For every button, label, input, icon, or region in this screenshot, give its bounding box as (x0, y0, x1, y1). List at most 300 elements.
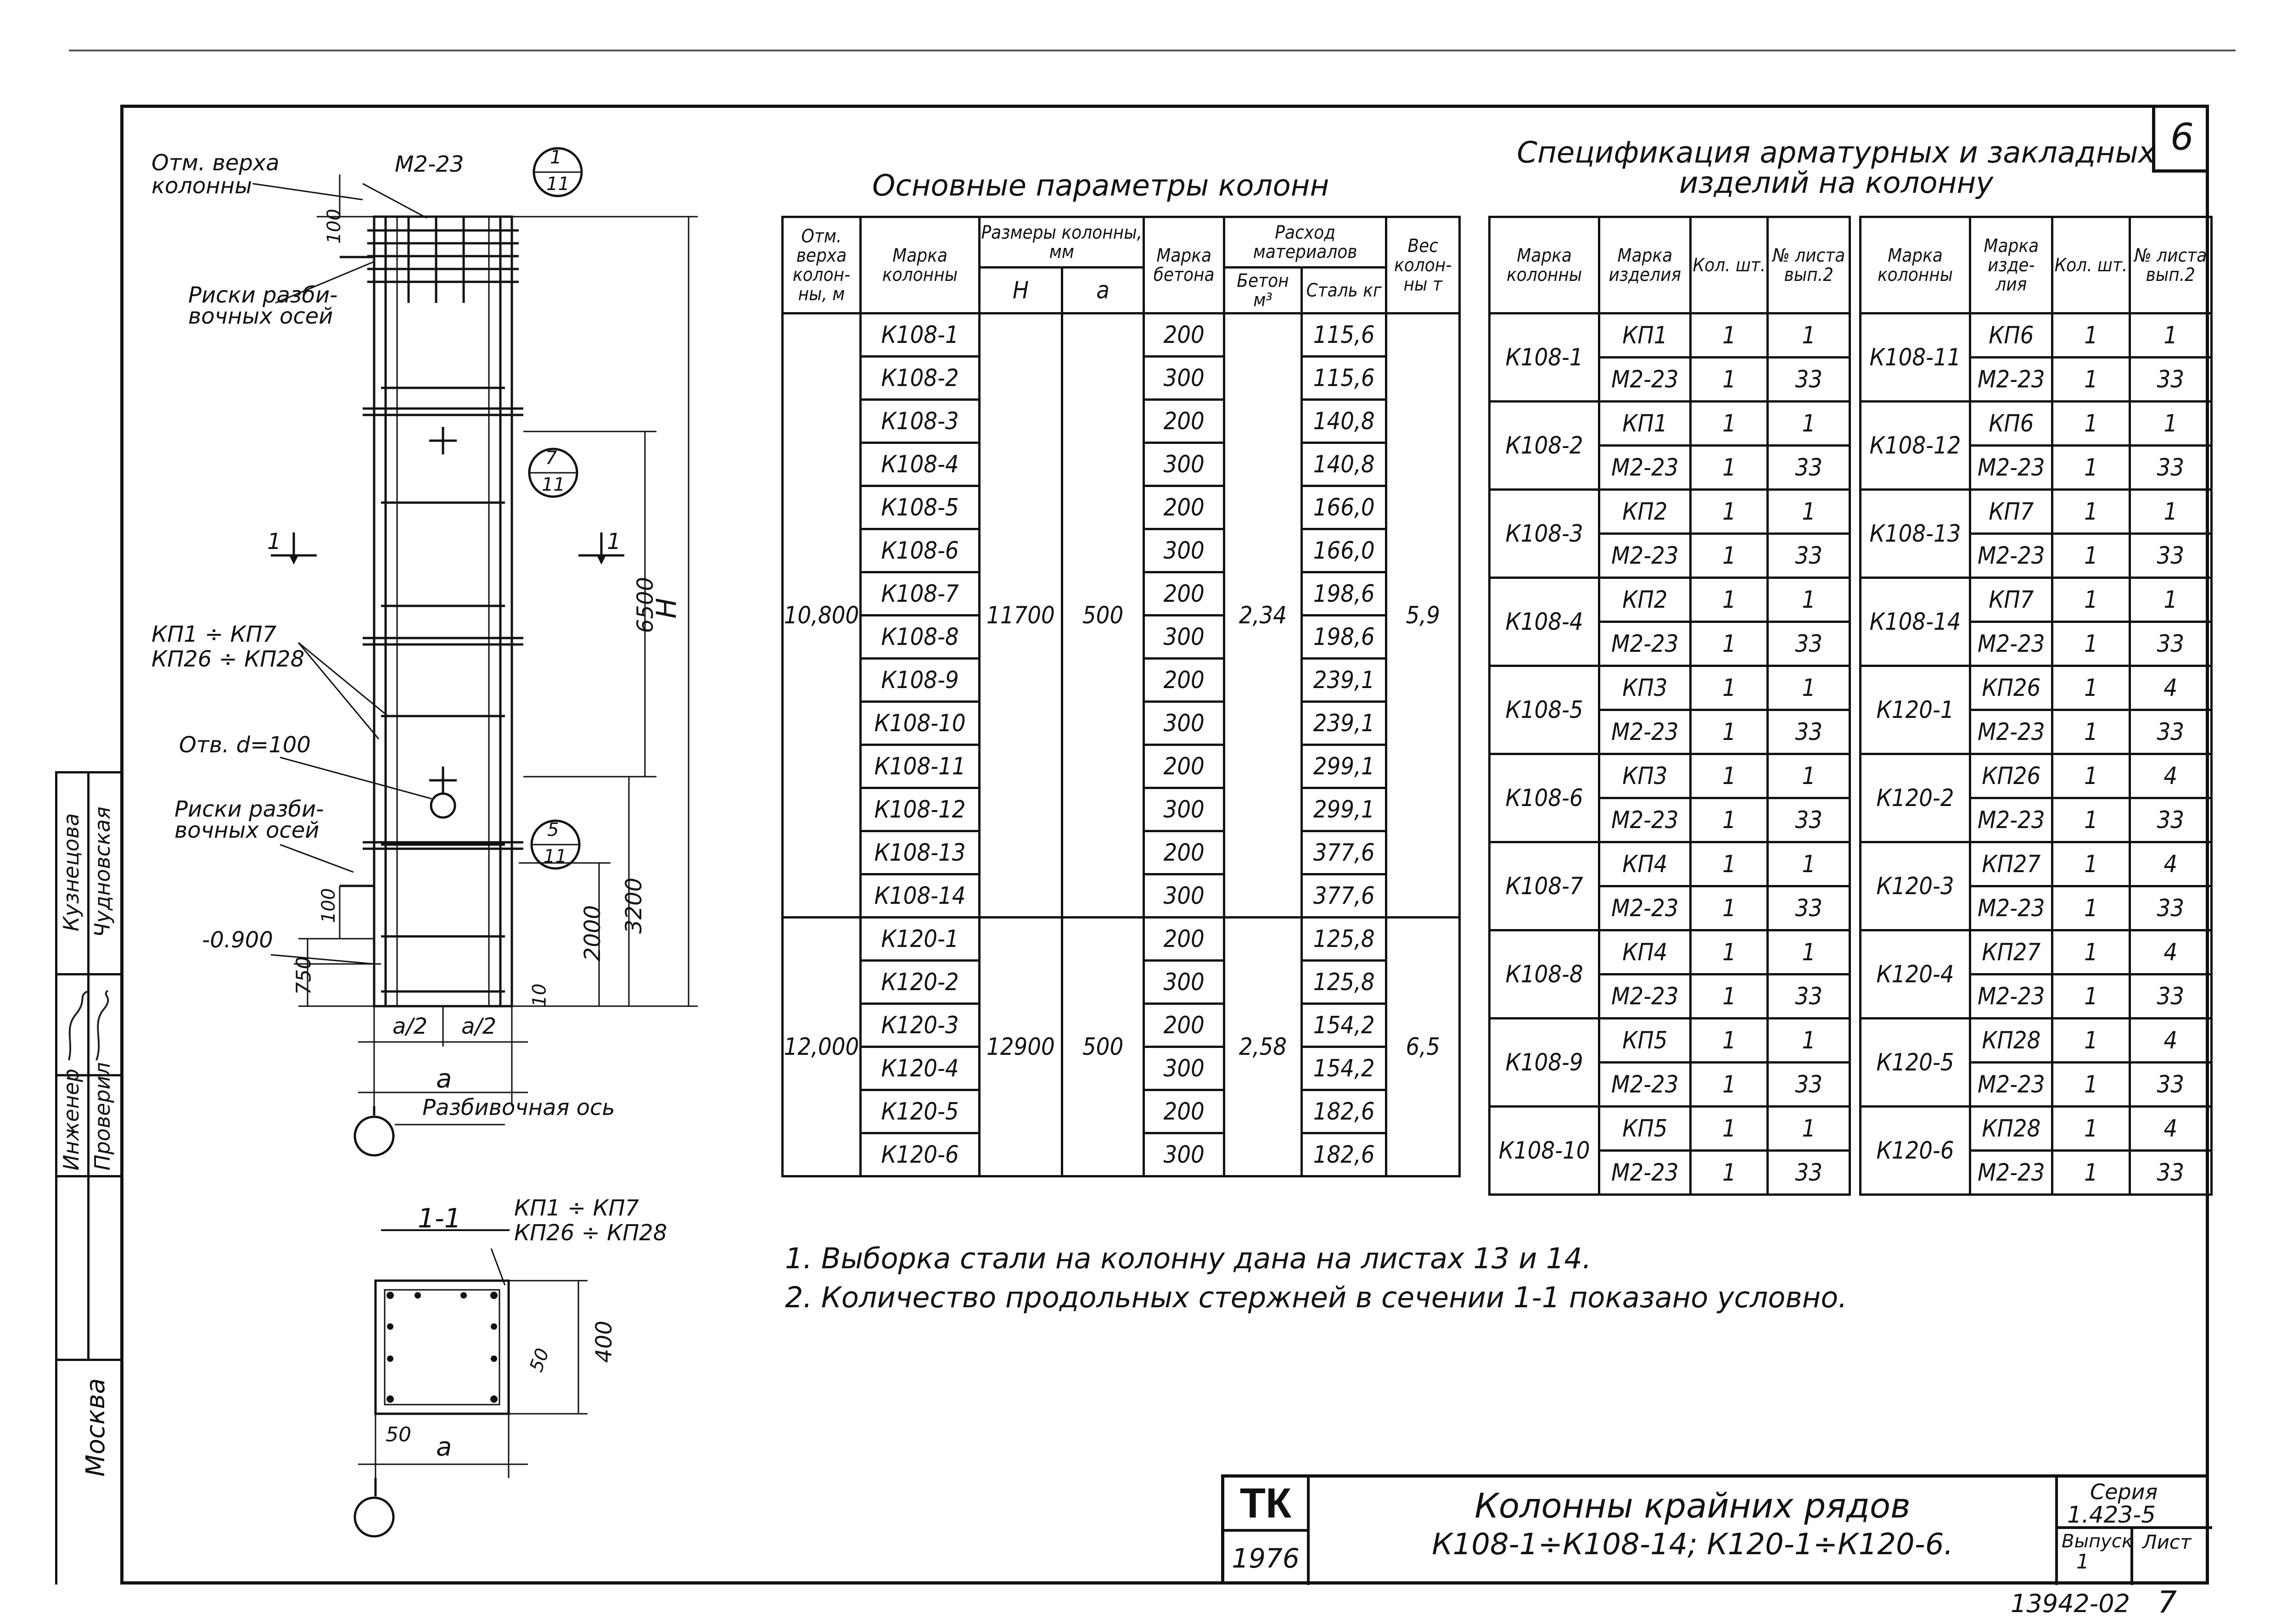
cell-spec-column-mark: К108-10 (1490, 1107, 1599, 1195)
cell-spec-item: КП27 (1970, 930, 2052, 974)
th-elevation: Отм. верха колон- ны, м (783, 217, 861, 314)
cell-spec-qty: 1 (2052, 842, 2130, 886)
archive-number: 13942-02 (2011, 1589, 2130, 1618)
cell-column-mark: К108-11 (860, 745, 979, 788)
cell-concrete-grade: 300 (1144, 357, 1224, 400)
cell-steel: 182,6 (1302, 1090, 1386, 1133)
th-spec-sheet-r: № листа вып.2 (2130, 217, 2211, 314)
th-spec-item-mark: Марка изделия (1599, 217, 1691, 314)
dim-a2-left: a/2 (392, 1014, 428, 1039)
tb-sheet-label: Лист (2142, 1531, 2192, 1553)
spec-row (1490, 666, 1850, 710)
cell-spec-sheet: 33 (1768, 886, 1850, 930)
cell-steel: 125,8 (1302, 918, 1386, 961)
cell-column-mark: К108-10 (860, 702, 979, 745)
dim-H: H (650, 598, 683, 619)
cell-spec-column-mark: К108-11 (1861, 314, 1970, 402)
ticks-label: Риски разби- вочных осей (188, 282, 338, 329)
cell-spec-sheet: 33 (1768, 358, 1850, 402)
tb-org-cell (1224, 1478, 1310, 1532)
strip-name-2: Чудновская (90, 806, 115, 938)
cell-concrete-grade: 200 (1144, 831, 1224, 874)
top-border-line (69, 50, 2236, 51)
cell-spec-sheet: 1 (1768, 578, 1850, 622)
cell-spec-column-mark: К108-1 (1490, 314, 1599, 402)
cell-spec-item: КП6 (1970, 314, 2052, 358)
cell-concrete-grade: 200 (1144, 572, 1224, 616)
sheet-number: 6 (2170, 116, 2194, 158)
cell-column-mark: К108-3 (860, 400, 979, 443)
cell-spec-column-mark: К120-6 (1861, 1107, 1970, 1195)
cell-weight: 6,5 (1386, 918, 1460, 1176)
cell-concrete-grade: 200 (1144, 1004, 1224, 1047)
ref-low-num: 5 (547, 819, 559, 840)
cell-spec-item: КП26 (1970, 666, 2052, 710)
cell-spec-sheet: 33 (1768, 1151, 1850, 1195)
cell-spec-qty: 1 (2052, 622, 2130, 666)
cell-spec-sheet: 33 (2130, 798, 2211, 842)
spec-title-line-2: изделий на колонну (1679, 166, 1994, 200)
cell-spec-column-mark: К108-12 (1861, 402, 1970, 490)
cell-H: 11700 (980, 314, 1062, 918)
dim-10: 10 (529, 983, 550, 1007)
cell-spec-sheet: 1 (2130, 578, 2211, 622)
dim-100-top: 100 (324, 208, 345, 244)
tb-issue-cell (2055, 1529, 2133, 1585)
cell-spec-column-mark: К120-5 (1861, 1019, 1970, 1107)
note-1: 1. Выборка стали на колонну дана на листах 13 и 14. (785, 1242, 1592, 1275)
cell-spec-qty: 1 (1691, 886, 1768, 930)
cell-column-mark: К120-5 (860, 1090, 979, 1133)
cell-spec-sheet: 33 (1768, 622, 1850, 666)
spec-row (1861, 490, 2212, 534)
cell-spec-sheet: 33 (2130, 358, 2211, 402)
cell-column-mark: К108-8 (860, 616, 979, 659)
cell-spec-item: М2-23 (1970, 886, 2052, 930)
cell-spec-item: КП7 (1970, 490, 2052, 534)
dim-a: a (436, 1064, 452, 1094)
tb-title (1325, 1487, 2060, 1564)
cell-elevation: 10,800 (783, 314, 861, 918)
tb-sheet-cell (2133, 1529, 2212, 1585)
cell-concrete-grade: 300 (1144, 1047, 1224, 1090)
cell-spec-column-mark: К108-8 (1490, 930, 1599, 1019)
cell-spec-sheet: 4 (2130, 754, 2211, 798)
cell-spec-sheet: 33 (1768, 534, 1850, 578)
strip-city: Москва (81, 1378, 111, 1477)
ref-mid-num: 7 (545, 448, 557, 469)
cell-spec-item: КП2 (1599, 490, 1691, 534)
cell-concrete-volume: 2,34 (1224, 314, 1301, 918)
cell-spec-item: М2-23 (1970, 534, 2052, 578)
cell-spec-qty: 1 (1691, 314, 1768, 358)
column-elevation-drawing (124, 110, 785, 1570)
frames-label: КП1 ÷ КП7 КП26 ÷ КП28 (151, 622, 305, 672)
cell-spec-item: КП2 (1599, 578, 1691, 622)
spec-title (1515, 138, 2158, 198)
cell-spec-sheet: 33 (2130, 974, 2211, 1019)
cell-steel: 140,8 (1302, 400, 1386, 443)
cell-spec-sheet: 1 (1768, 754, 1850, 798)
cell-weight: 5,9 (1386, 314, 1460, 918)
cell-column-mark: К120-3 (860, 1004, 979, 1047)
strip-name-1: Кузнецова (59, 813, 84, 931)
th-spec-qty: Кол. шт. (1691, 217, 1768, 314)
cell-spec-qty: 1 (2052, 754, 2130, 798)
tb-title-1: Колонны крайних рядов (1474, 1486, 1911, 1526)
cell-spec-qty: 1 (2052, 358, 2130, 402)
cell-concrete-grade: 300 (1144, 616, 1224, 659)
cell-spec-qty: 1 (2052, 402, 2130, 446)
cell-spec-sheet: 33 (1768, 974, 1850, 1019)
spec-row (1861, 578, 2212, 622)
cell-spec-item: М2-23 (1970, 974, 2052, 1019)
strip-line (55, 1359, 120, 1361)
cell-spec-sheet: 33 (2130, 710, 2211, 754)
cell-column-mark: К108-5 (860, 486, 979, 529)
cell-spec-column-mark: К108-14 (1861, 578, 1970, 666)
strip-line (55, 771, 120, 773)
cell-steel: 140,8 (1302, 443, 1386, 486)
cell-column-mark: К108-6 (860, 529, 979, 572)
cell-spec-column-mark: К120-1 (1861, 666, 1970, 754)
th-spec-qty-r: Кол. шт. (2052, 217, 2130, 314)
cell-spec-qty: 1 (1691, 622, 1768, 666)
cell-concrete-grade: 200 (1144, 314, 1224, 357)
strip-line (55, 1175, 120, 1177)
cell-steel: 182,6 (1302, 1133, 1386, 1176)
strip-role-1: Инженер (59, 1069, 84, 1170)
tb-series-label: Серия (2090, 1479, 2158, 1504)
ref-low-den: 11 (544, 846, 567, 867)
tb-year: 1976 (1232, 1543, 1300, 1574)
cell-spec-qty: 1 (1691, 1107, 1768, 1151)
th-spec-col-mark: Марка колонны (1490, 217, 1599, 314)
cell-steel: 154,2 (1302, 1047, 1386, 1090)
cell-steel: 377,6 (1302, 874, 1386, 918)
cell-column-mark: К108-1 (860, 314, 979, 357)
cell-steel: 115,6 (1302, 357, 1386, 400)
cell-spec-qty: 1 (2052, 314, 2130, 358)
dim-50-side: 50 (526, 1345, 554, 1375)
cell-concrete-grade: 300 (1144, 702, 1224, 745)
cell-spec-qty: 1 (1691, 534, 1768, 578)
cell-spec-qty: 1 (1691, 402, 1768, 446)
cell-spec-column-mark: К108-5 (1490, 666, 1599, 754)
cell-spec-qty: 1 (2052, 578, 2130, 622)
tb-year-cell (1224, 1532, 1310, 1585)
cell-spec-qty: 1 (1691, 666, 1768, 710)
spec-row (1861, 754, 2212, 798)
cell-spec-item: М2-23 (1599, 622, 1691, 666)
cell-spec-item: КП4 (1599, 842, 1691, 886)
cell-spec-sheet: 1 (1768, 666, 1850, 710)
cell-spec-item: М2-23 (1970, 710, 2052, 754)
dim-50-bottom: 50 (386, 1423, 411, 1446)
cell-concrete-grade: 200 (1144, 659, 1224, 702)
th-concrete-grade: Марка бетона (1144, 217, 1224, 314)
spec-row (1861, 930, 2212, 974)
strip-border (55, 771, 57, 1585)
tb-series-value: 1.423-5 (2067, 1501, 2156, 1528)
cell-steel: 239,1 (1302, 702, 1386, 745)
cell-concrete-grade: 300 (1144, 443, 1224, 486)
th-steel: Сталь кг (1302, 268, 1386, 314)
cell-spec-sheet: 4 (2130, 1107, 2211, 1151)
cell-concrete-grade: 300 (1144, 961, 1224, 1004)
cell-concrete-grade: 300 (1144, 529, 1224, 572)
cell-spec-item: КП3 (1599, 666, 1691, 710)
cell-spec-qty: 1 (1691, 710, 1768, 754)
spec-row (1490, 314, 1850, 358)
cell-concrete-grade: 200 (1144, 400, 1224, 443)
cell-spec-item: М2-23 (1970, 1063, 2052, 1107)
cell-spec-column-mark: К108-9 (1490, 1019, 1599, 1107)
cell-column-mark: К108-7 (860, 572, 979, 616)
cell-spec-item: КП1 (1599, 314, 1691, 358)
cell-spec-sheet: 1 (1768, 930, 1850, 974)
cell-spec-sheet: 33 (2130, 534, 2211, 578)
level-bottom: -0.900 (202, 927, 273, 953)
cell-spec-qty: 1 (1691, 1019, 1768, 1063)
cell-column-mark: К108-13 (860, 831, 979, 874)
cell-spec-item: КП7 (1970, 578, 2052, 622)
cell-spec-column-mark: К120-3 (1861, 842, 1970, 930)
cell-spec-item: КП5 (1599, 1019, 1691, 1063)
cell-spec-sheet: 4 (2130, 666, 2211, 710)
cell-elevation: 12,000 (783, 918, 861, 1176)
cell-spec-item: КП5 (1599, 1107, 1691, 1151)
cell-spec-qty: 1 (1691, 974, 1768, 1019)
cell-spec-sheet: 1 (1768, 490, 1850, 534)
cell-steel: 166,0 (1302, 486, 1386, 529)
th-H: H (980, 268, 1062, 314)
hole-label: Отв. d=100 (179, 732, 311, 758)
th-column-mark: Марка колонны (860, 217, 979, 314)
cell-spec-sheet: 33 (1768, 1063, 1850, 1107)
signature-scribble (60, 987, 115, 1065)
cell-spec-column-mark: К108-13 (1861, 490, 1970, 578)
cell-steel: 115,6 (1302, 314, 1386, 357)
cell-column-mark: К108-2 (860, 357, 979, 400)
th-dimensions: Размеры колонны, мм (980, 217, 1144, 268)
cell-spec-column-mark: К108-7 (1490, 842, 1599, 930)
cell-concrete-grade: 200 (1144, 745, 1224, 788)
cell-spec-qty: 1 (2052, 666, 2130, 710)
dim-400: 400 (591, 1321, 617, 1363)
spec-row (1861, 1107, 2212, 1151)
tb-series-cell (2055, 1478, 2212, 1529)
cell-spec-qty: 1 (1691, 490, 1768, 534)
cell-spec-sheet: 1 (2130, 402, 2211, 446)
cell-column-mark: К108-4 (860, 443, 979, 486)
cell-spec-item: М2-23 (1970, 358, 2052, 402)
title-block (1221, 1474, 2209, 1585)
section-mark-left: 1 (267, 529, 281, 554)
cell-spec-item: КП27 (1970, 842, 2052, 886)
cell-spec-qty: 1 (1691, 358, 1768, 402)
cell-concrete-grade: 200 (1144, 486, 1224, 529)
cell-spec-sheet: 4 (2130, 1019, 2211, 1063)
cell-spec-item: М2-23 (1599, 358, 1691, 402)
cell-spec-item: М2-23 (1599, 710, 1691, 754)
cell-spec-item: КП26 (1970, 754, 2052, 798)
tb-org: ТК (1239, 1479, 1292, 1527)
cell-spec-qty: 1 (2052, 534, 2130, 578)
cell-spec-item: М2-23 (1599, 1151, 1691, 1195)
cell-spec-item: КП1 (1599, 402, 1691, 446)
cell-a: 500 (1062, 918, 1144, 1176)
tb-title-2: К108-1÷К108-14; К120-1÷К120-6. (1432, 1528, 1953, 1562)
section-title: 1-1 (418, 1203, 461, 1234)
cell-spec-qty: 1 (1691, 1151, 1768, 1195)
spec-row (1861, 402, 2212, 446)
cell-spec-column-mark: К108-2 (1490, 402, 1599, 490)
cell-column-mark: К120-4 (860, 1047, 979, 1090)
tb-issue-label: Выпуск (2062, 1531, 2133, 1552)
cell-spec-qty: 1 (2052, 446, 2130, 490)
cell-spec-item: КП28 (1970, 1019, 2052, 1063)
cell-spec-qty: 1 (1691, 842, 1768, 886)
cell-concrete-grade: 300 (1144, 788, 1224, 831)
spec-title-line-1: Спецификация арматурных и закладных (1517, 136, 2156, 170)
spec-table-right (1859, 216, 2213, 1196)
tb-issue-value: 1 (2076, 1550, 2089, 1574)
cell-spec-sheet: 1 (1768, 1019, 1850, 1063)
part-top-label: М2-23 (395, 151, 464, 177)
spec-row (1490, 578, 1850, 622)
cell-spec-sheet: 1 (2130, 314, 2211, 358)
cell-spec-qty: 1 (1691, 446, 1768, 490)
cell-spec-item: М2-23 (1970, 622, 2052, 666)
spec-row (1490, 842, 1850, 886)
cell-spec-item: КП6 (1970, 402, 2052, 446)
cell-steel: 166,0 (1302, 529, 1386, 572)
cell-spec-item: М2-23 (1970, 446, 2052, 490)
dim-100-low: 100 (318, 888, 340, 924)
cell-spec-qty: 1 (1691, 754, 1768, 798)
note-2: 2. Количество продольных стержней в сечении 1-1 показано условно. (785, 1281, 1847, 1314)
cell-spec-sheet: 33 (2130, 1151, 2211, 1195)
strip-role-2: Проверил (90, 1062, 115, 1170)
cell-column-mark: К108-14 (860, 874, 979, 918)
cell-spec-sheet: 33 (2130, 1063, 2211, 1107)
cell-spec-item: КП3 (1599, 754, 1691, 798)
th-weight: Вес колон- ны т (1386, 217, 1460, 314)
cell-column-mark: К120-1 (860, 918, 979, 961)
cell-spec-item: КП4 (1599, 930, 1691, 974)
cell-H: 12900 (980, 918, 1062, 1176)
cell-spec-sheet: 1 (1768, 842, 1850, 886)
ref-top-num: 1 (550, 147, 562, 168)
cell-spec-qty: 1 (2052, 886, 2130, 930)
dim-2000: 2000 (580, 905, 606, 962)
cell-spec-qty: 1 (2052, 1151, 2130, 1195)
spec-row (1490, 402, 1850, 446)
params-table (781, 216, 1461, 1177)
cell-spec-column-mark: К120-4 (1861, 930, 1970, 1019)
dim-a2-right: a/2 (461, 1014, 497, 1039)
cell-column-mark: К120-2 (860, 961, 979, 1004)
cell-spec-item: М2-23 (1599, 798, 1691, 842)
cell-spec-qty: 1 (1691, 930, 1768, 974)
cell-steel: 239,1 (1302, 659, 1386, 702)
spec-row (1490, 1019, 1850, 1063)
spec-row (1861, 314, 2212, 358)
cell-spec-qty: 1 (2052, 930, 2130, 974)
cell-spec-sheet: 33 (2130, 886, 2211, 930)
cell-spec-item: М2-23 (1970, 1151, 2052, 1195)
page-corner: 7 (2158, 1585, 2177, 1620)
axis-label: Разбивочная ось (422, 1095, 615, 1120)
cell-spec-item: М2-23 (1599, 1063, 1691, 1107)
cell-steel: 198,6 (1302, 616, 1386, 659)
cell-spec-sheet: 1 (2130, 490, 2211, 534)
cell-spec-sheet: 4 (2130, 930, 2211, 974)
th-concrete-volume: Бетон м³ (1224, 268, 1301, 314)
cell-spec-column-mark: К108-3 (1490, 490, 1599, 578)
spec-row (1861, 1019, 2212, 1063)
strip-line (55, 973, 120, 975)
ref-top-den: 11 (546, 174, 570, 195)
cell-steel: 125,8 (1302, 961, 1386, 1004)
cell-spec-column-mark: К108-6 (1490, 754, 1599, 842)
th-spec-item-mark-r: Марка изде- лия (1970, 217, 2052, 314)
cell-spec-sheet: 1 (1768, 1107, 1850, 1151)
dim-6500: 6500 (633, 577, 659, 633)
cell-column-mark: К120-6 (860, 1133, 979, 1176)
params-row (783, 918, 1460, 961)
dim-3200: 3200 (621, 877, 647, 934)
spec-row (1861, 842, 2212, 886)
ticks2-label: Риски разби- вочных осей (174, 796, 324, 843)
th-a: a (1062, 268, 1144, 314)
cell-steel: 299,1 (1302, 788, 1386, 831)
cell-spec-qty: 1 (1691, 798, 1768, 842)
spec-table-left (1488, 216, 1851, 1196)
cell-spec-sheet: 33 (1768, 798, 1850, 842)
spec-row (1490, 490, 1850, 534)
cell-spec-sheet: 1 (1768, 314, 1850, 358)
section-frames-label: КП1 ÷ КП7 КП26 ÷ КП28 (514, 1195, 667, 1246)
cell-spec-sheet: 4 (2130, 842, 2211, 886)
cell-steel: 299,1 (1302, 745, 1386, 788)
cell-concrete-grade: 300 (1144, 874, 1224, 918)
cell-spec-qty: 1 (2052, 1107, 2130, 1151)
dim-750: 750 (292, 956, 316, 995)
cell-column-mark: К108-9 (860, 659, 979, 702)
cell-steel: 198,6 (1302, 572, 1386, 616)
cell-spec-item: М2-23 (1599, 534, 1691, 578)
cell-spec-qty: 1 (2052, 490, 2130, 534)
cell-spec-qty: 1 (2052, 1019, 2130, 1063)
cell-spec-item: М2-23 (1970, 798, 2052, 842)
cell-a: 500 (1062, 314, 1144, 918)
cell-concrete-volume: 2,58 (1224, 918, 1301, 1176)
cell-steel: 377,6 (1302, 831, 1386, 874)
ref-mid-den: 11 (542, 474, 565, 495)
cell-spec-sheet: 33 (2130, 446, 2211, 490)
cell-spec-sheet: 33 (1768, 710, 1850, 754)
cell-spec-item: М2-23 (1599, 886, 1691, 930)
section-mark-right: 1 (607, 529, 621, 554)
th-materials: Расход материалов (1224, 217, 1386, 268)
params-row (783, 314, 1460, 357)
sheet-number-box (2152, 105, 2209, 173)
params-title: Основные параметры колонн (872, 169, 1329, 203)
cell-spec-item: КП28 (1970, 1107, 2052, 1151)
spec-row (1861, 666, 2212, 710)
